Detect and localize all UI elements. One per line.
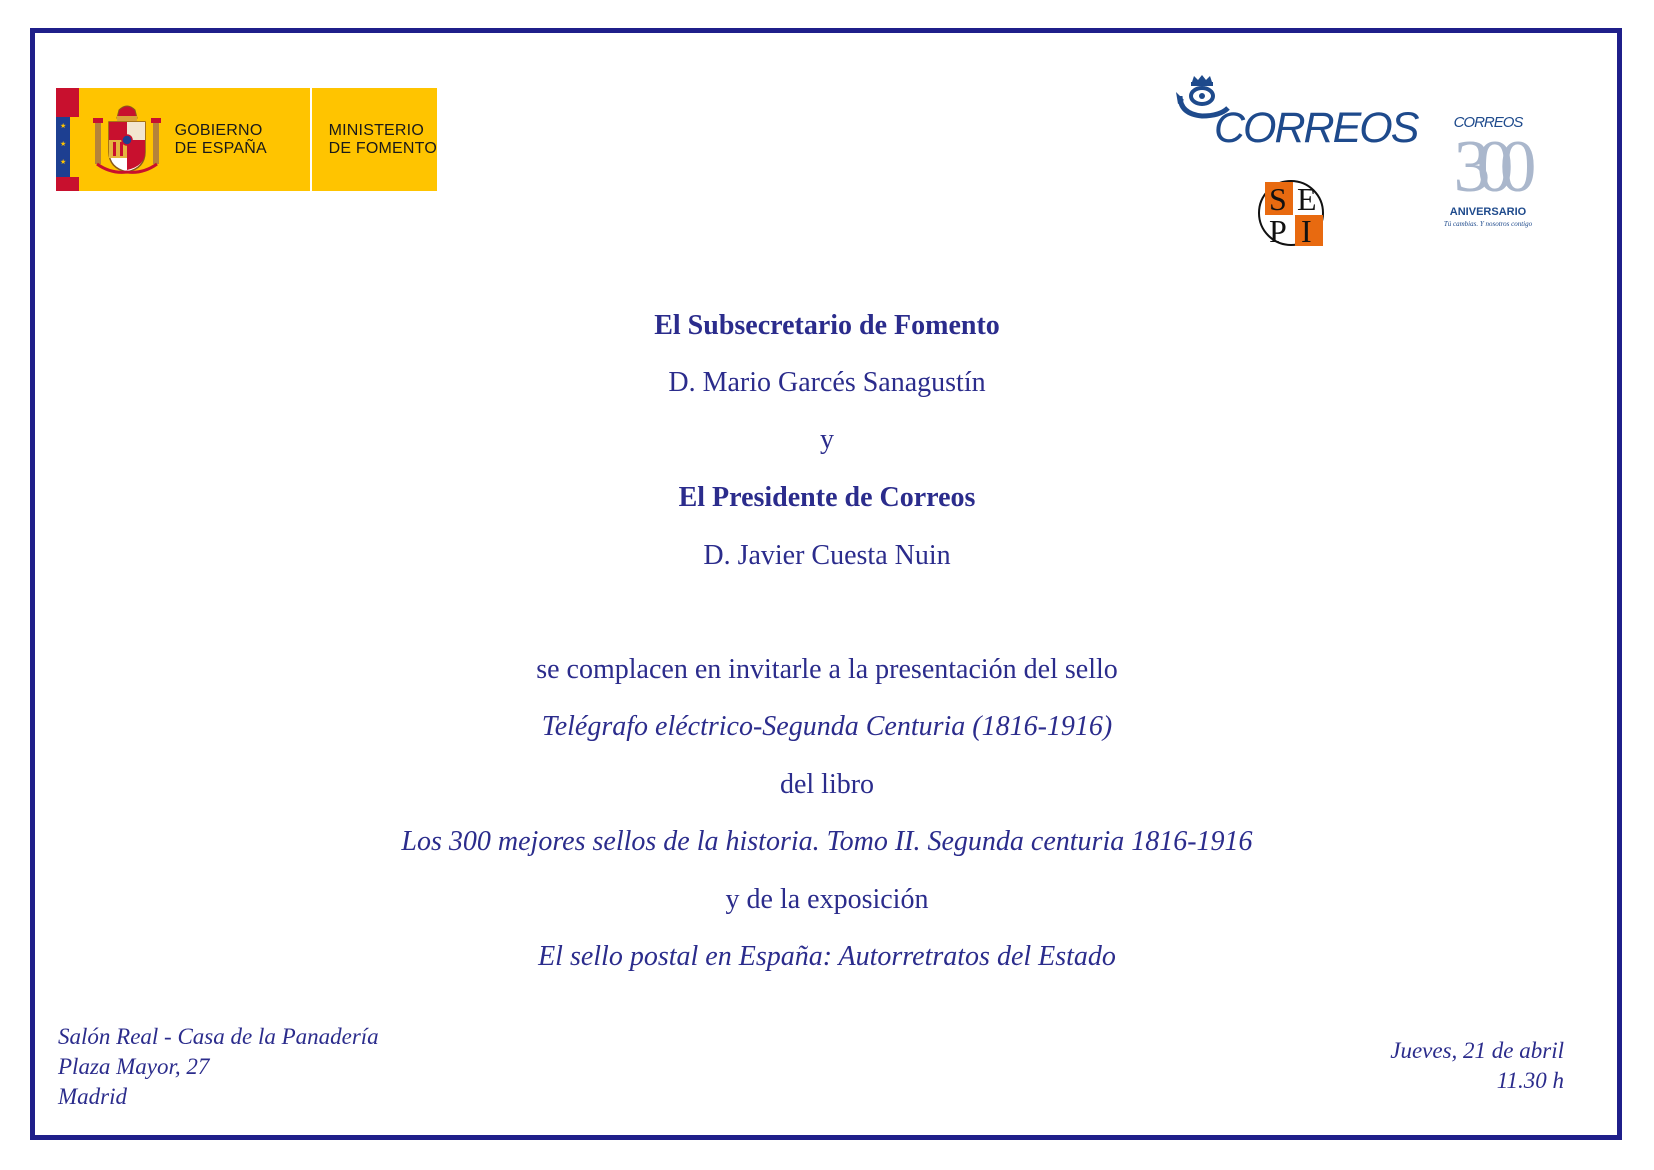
correos-300-aniversario-logo [1418,108,1558,233]
host1-title: El Subsecretario de Fomento [654,310,1000,341]
page-border [30,28,1622,1140]
sepi-logo [1255,176,1330,248]
correos-logo [1176,74,1416,152]
invite-text: se complacen en invitarle a la presentación del sello [536,654,1118,685]
c300-label: ANIVERSARIO [1449,206,1527,218]
correos-wordmark: CORREOS [1214,104,1418,152]
stamp-title: Telégrafo eléctrico-Segunda Centuria (1816-1916) [541,711,1113,742]
venue-address [58,1022,379,1112]
c300-number: 300 [1453,126,1523,208]
gobierno-text: GOBIERNO DE ESPAÑA [174,121,267,157]
gobierno-logo [56,88,437,191]
event-date: Jueves, 21 de abril [1390,1038,1564,1063]
host1-name: D. Mario Garcés Sanagustín [668,367,986,398]
c300-title: CORREOS [1453,114,1523,131]
venue-line-2: Plaza Mayor, 27 [58,1054,210,1079]
spain-flag-strip: ★ ★ ★ [56,88,79,191]
venue-line-1: Salón Real - Casa de la Panadería [58,1024,379,1049]
venue-line-3: Madrid [58,1084,127,1109]
event-time: 11.30 h [1496,1068,1564,1093]
sepi-letter-i: I [1301,213,1312,248]
sepi-letter-e: E [1297,181,1317,217]
host2-name: D. Javier Cuesta Nuin [703,540,951,571]
host2-title: El Presidente de Correos [678,482,976,513]
sepi-letter-s: S [1269,181,1287,217]
exhibition-intro: y de la exposición [725,884,929,915]
coat-of-arms-icon [91,100,163,180]
sepi-letter-p: P [1269,213,1287,248]
exhibition-title: El sello postal en España: Autorretratos del Estado [538,941,1116,972]
event-datetime [1390,1036,1564,1096]
ministerio-text: MINISTERIO DE FOMENTO [328,121,437,157]
book-intro: del libro [779,769,875,800]
c300-tagline: Tú cambias. Y nosotros contigo [1443,220,1533,228]
book-title: Los 300 mejores sellos de la historia. Tomo II. Segunda centuria 1816-1916 [401,826,1253,857]
conjunction: y [820,424,834,455]
